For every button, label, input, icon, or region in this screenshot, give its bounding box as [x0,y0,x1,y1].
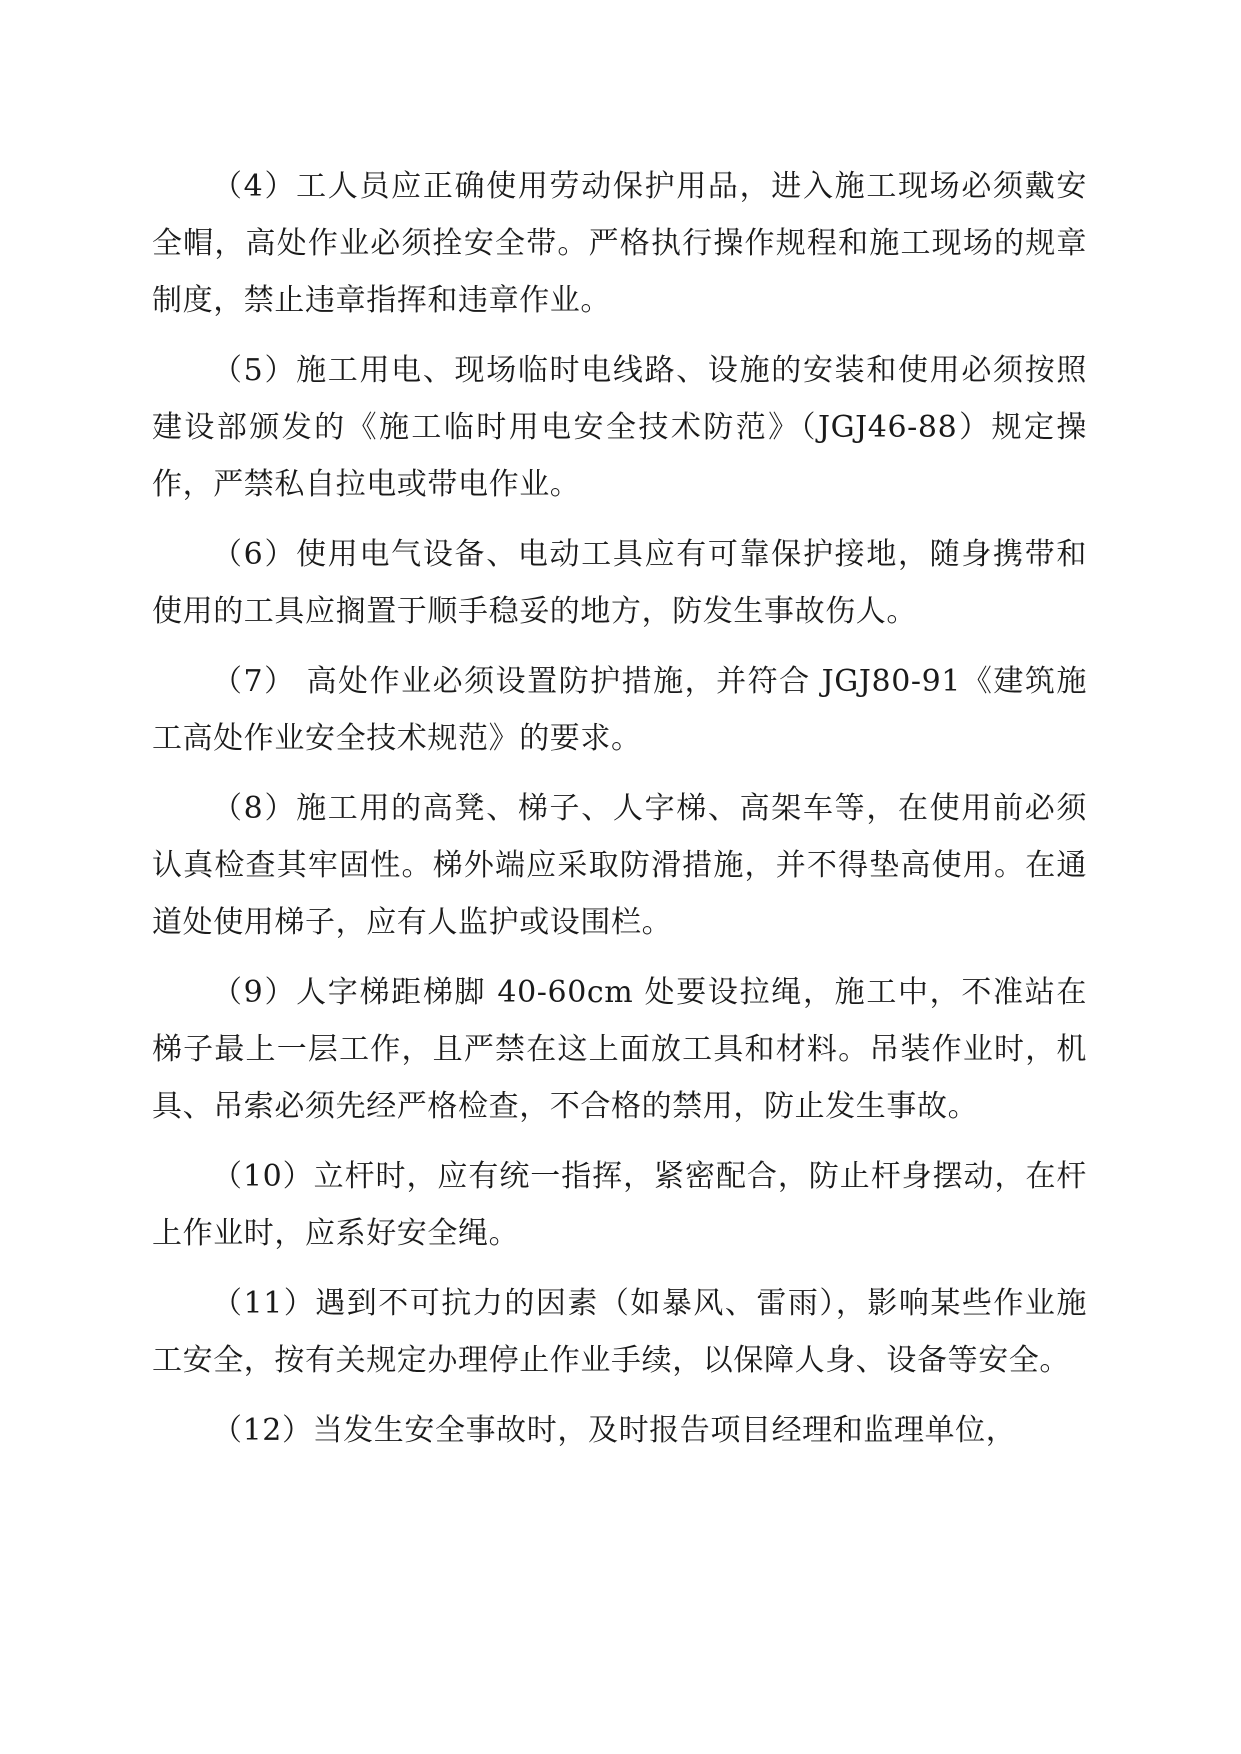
paragraph-item-9: （9）人字梯距梯脚 40-60cm 处要设拉绳，施工中，不准站在梯子最上一层工作，且严禁在这上面放工具和材料。吊装作业时，机具、吊索必须先经严格检查，不合格的禁用，防止发生事故。 [152,975,1087,1124]
paragraph-item-6: （6）使用电气设备、电动工具应有可靠保护接地，随身携带和使用的工具应搁置于顺手稳妥的地方，防发生事故伤人。 [152,537,1087,629]
paragraph-item-8: （8）施工用的高凳、梯子、人字梯、高架车等，在使用前必须认真检查其牢固性。梯外端应采取防滑措施，并不得垫高使用。在通道处使用梯子，应有人监护或设围栏。 [152,791,1087,940]
paragraph-item-11: （11）遇到不可抗力的因素（如暴风、雷雨），影响某些作业施工安全，按有关规定办理停止作业手续，以保障人身、设备等安全。 [152,1286,1087,1378]
paragraph-item-12: （12）当发生安全事故时，及时报告项目经理和监理单位， [212,1413,1017,1448]
paragraph-item-7: （7） 高处作业必须设置防护措施，并符合 JGJ80-91《建筑施工高处作业安全技术规范》的要求。 [152,664,1087,756]
paragraph-item-4: （4）工人员应正确使用劳动保护用品，进入施工现场必须戴安全帽，高处作业必须拴安全带。严格执行操作规程和施工现场的规章制度，禁止违章指挥和违章作业。 [152,169,1087,318]
paragraph-item-5: （5）施工用电、现场临时电线路、设施的安装和使用必须按照建设部颁发的《施工临时用电安全技术防范》（JGJ46-88）规定操作，严禁私自拉电或带电作业。 [152,353,1087,502]
paragraph-item-10: （10）立杆时，应有统一指挥，紧密配合，防止杆身摆动，在杆上作业时，应系好安全绳。 [152,1159,1087,1251]
document-body [152,158,1087,1459]
